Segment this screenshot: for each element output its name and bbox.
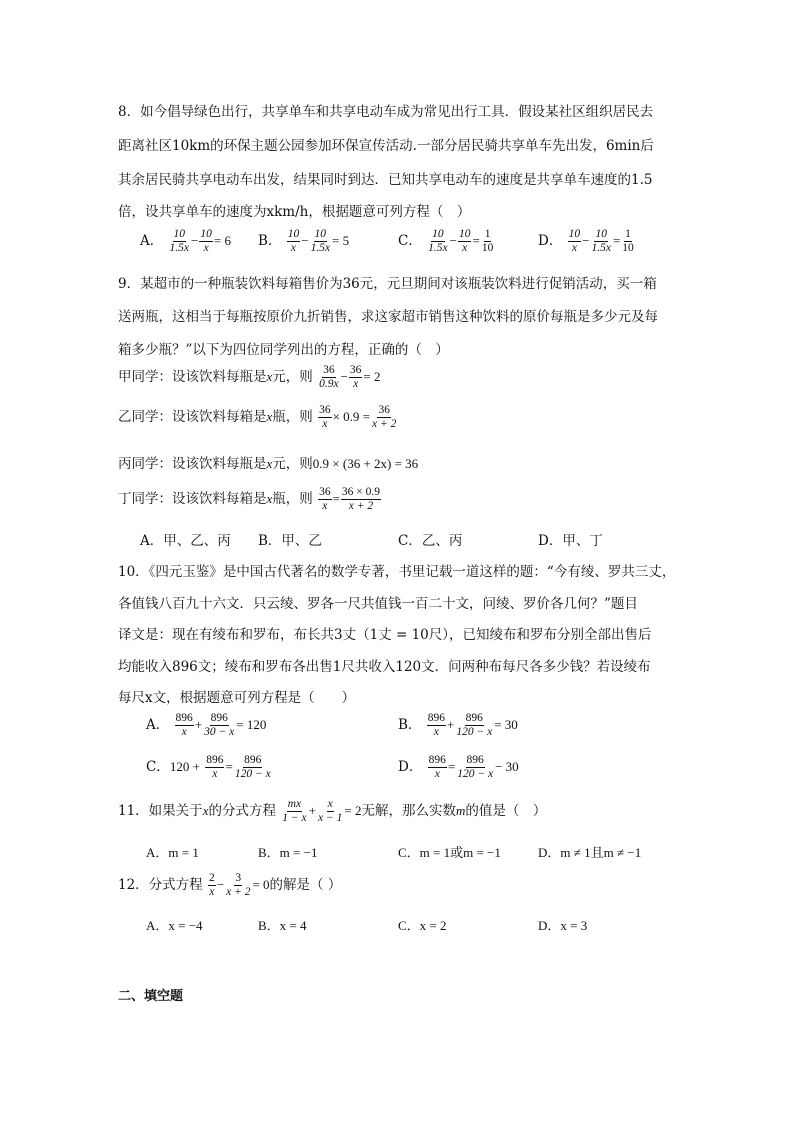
q10-line-1: 10．《四元玉鉴》是中国古代著名的数学专著，书里记载一道这样的题：“今有绫、罗共三丈， (118, 564, 676, 580)
q10-option-a[interactable]: A． $\frac{896}{x}$ + $\frac{896}{30 - x}$ = 120 (146, 712, 267, 738)
q9-option-c[interactable]: C．乙、丙 (398, 533, 463, 549)
q8-option-b[interactable]: B． $\frac{10}{x}$ − $\frac{10}{1.5x}$ = 5 (258, 228, 350, 254)
q10-line-3: 译文是：现在有绫布和罗布，布长共3丈（1丈 = 10尺），已知绫布和罗布分别全部出售后 (118, 627, 652, 643)
q9-line-1: 9．某超市的一种瓶装饮料每箱售价为36元，元旦期间对该瓶装饮料进行促销活动，买一箱 (118, 276, 657, 292)
q8-option-d[interactable]: D． $\frac{10}{x}$ − $\frac{10}{1.5x}$ = $\frac{1}{10}$ (538, 228, 634, 254)
q8-line-3: 其余居民骑共享电动车出发，结果同时到达．已知共享电动车的速度是共享单车速度的1.5 (118, 172, 653, 188)
q10-option-d[interactable]: D． $\frac{896}{x}$ = $\frac{896}{120 - x}$ − 30 (398, 754, 519, 780)
q8-option-a[interactable]: A． $\frac{10}{1.5x}$ − $\frac{10}{x}$ = 6 (140, 228, 231, 254)
q9-student-ding: 丁同学：设该饮料每箱是x瓶，则 $\frac{36}{x}$ = $\frac{36 \times 0.9}{x + 2}$ (118, 486, 381, 512)
q12-stem: 12．分式方程 $\frac{2}{x}$ − $\frac{3}{x + 2}$ = 0的解是（ ） (118, 872, 342, 898)
q11-option-a[interactable]: A．m = 1 (146, 845, 199, 860)
q10-option-b[interactable]: B． $\frac{896}{x}$ + $\frac{896}{120 - x}$ = 30 (398, 712, 518, 738)
q12-option-a[interactable]: A．x = −4 (146, 918, 203, 933)
q9-option-a[interactable]: A．甲、乙、丙 (140, 533, 231, 549)
q12-option-b[interactable]: B．x = 4 (258, 918, 307, 933)
q10-line-4: 均能收入896文；绫布和罗布各出售1尺共收入120文．问两种布每尺各多少钱？若设绫布 (118, 659, 651, 675)
q10-option-c[interactable]: C．120 + $\frac{896}{x}$ = $\frac{896}{120 - x}$ (146, 754, 271, 780)
q11-stem: 11．如果关于x的分式方程 $\frac{mx}{1 - x}$ + $\frac{x}{x - 1}$ = 2无解，那么实数m的值是（ ） (118, 798, 547, 824)
q11-option-d[interactable]: D．m ≠ 1且m ≠ −1 (538, 845, 642, 860)
q12-option-d[interactable]: D．x = 3 (538, 918, 588, 933)
q9-option-b[interactable]: B．甲、乙 (258, 533, 322, 549)
q10-line-2: 各值钱八百九十六文．只云绫、罗各一尺共值钱一百二十文，问绫、罗价各几何？”题目 (118, 596, 638, 612)
q9-option-d[interactable]: D．甲、丁 (538, 533, 603, 549)
q11-option-b[interactable]: B．m = −1 (258, 845, 318, 860)
q8-option-c[interactable]: C． $\frac{10}{1.5x}$ − $\frac{10}{x}$ = $\frac{1}{10}$ (398, 228, 494, 254)
q12-option-c[interactable]: C．x = 2 (398, 918, 447, 933)
q10-line-5: 每尺x文，根据题意可列方程是（ ） (118, 690, 356, 706)
q8-line-4: 倍，设共享单车的速度为xkm/h，根据题意可列方程（ ） (118, 204, 471, 220)
q9-student-yi: 乙同学：设该饮料每箱是x瓶，则 $\frac{36}{x}$ × 0.9 = $\frac{36}{x + 2}$ (118, 404, 397, 430)
q9-line-2: 送两瓶，这相当于每瓶按原价九折销售，求这家超市销售这种饮料的原价每瓶是多少元及每 (118, 309, 658, 325)
section-heading-fill-in: 二、填空题 (118, 989, 184, 1004)
q8-line-1: 8．如今倡导绿色出行，共享单车和共享电动车成为常见出行工具．假设某社区组织居民去 (118, 104, 654, 120)
q11-option-c[interactable]: C．m = 1或m = −1 (398, 845, 501, 860)
q9-line-3: 箱多少瓶？”以下为四位同学列出的方程，正确的（ ） (118, 342, 449, 358)
q9-student-jia: 甲同学：设该饮料每瓶是x元，则 $\frac{36}{0.9x}$ − $\frac{36}{x}$ = 2 (118, 364, 381, 390)
q8-line-2: 距离社区10km的环保主题公园参加环保宣传活动.一部分居民骑共享单车先出发，6min后 (118, 138, 654, 154)
q9-student-bing: 丙同学：设该饮料每瓶是x元，则0.9 × (36 + 2x) = 36 (118, 456, 419, 472)
